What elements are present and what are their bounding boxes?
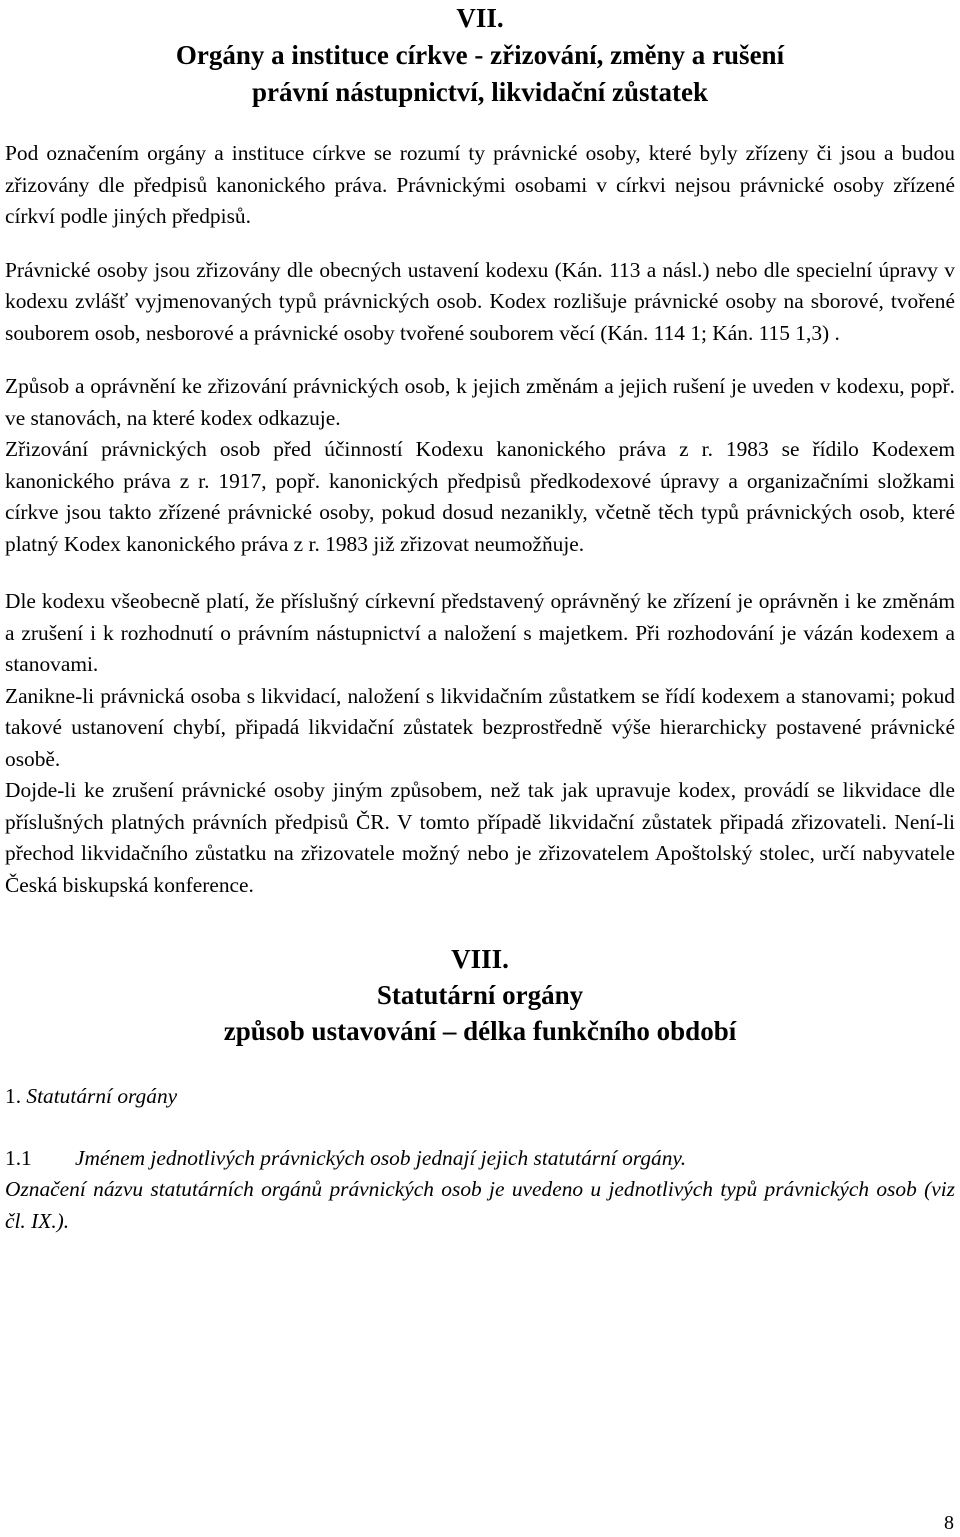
section-8-title-line-1: Statutární orgány (376, 980, 584, 1010)
paragraph-1: Pod označením orgány a instituce církve se rozumí ty právnické osoby, které byly zřízeny či jsou a budou zřizovány dle předpisů kanonického práva. Právnickými osobami v církvi nejsou právnické osoby zřízené církví podle jiných předpisů. (5, 141, 955, 228)
paragraph-7: Dojde-li ke zrušení právnické osoby jiným způsobem, než tak jak upravuje kodex, provádí se likvidace dle příslušných platných právních předpisů ČR. V tomto případě likvidační zůstatek připadá zřizovateli. Není-li přechod likvidačního zůstatku na zřizovatele možný nebo je zřizovatelem Apoštolský stolec, určí nabyvatele Česká biskupská konference. (5, 778, 955, 897)
section-8-heading (5, 941, 955, 1049)
paragraph-5: Dle kodexu všeobecně platí, že příslušný církevní představený oprávněný ke zřízení je oprávněn i ke změnám a zrušení i k rozhodnutí o právním nástupnictví a naložení s majetkem. Při rozhodování je vázán kodexem a stanovami. (5, 589, 955, 676)
paragraph-6: Zanikne-li právnická osoba s likvidací, naložení s likvidačním zůstatkem se řídí kodexem a stanovami; pokud takové ustanovení chybí, připadá likvidační zůstatek bezprostředně výše hierarchicky postavené právnické osobě. (5, 683, 955, 771)
section-8-title-line-2: způsob ustavování – délka funkčního období (223, 1016, 737, 1046)
section-7-title-line-1: Orgány a instituce církve - zřizování, změny a rušení (175, 40, 785, 70)
item-1-1 (5, 1143, 955, 1238)
section-7-roman: VII. (456, 3, 504, 33)
section-8-roman: VIII. (451, 944, 509, 974)
item-1-1-text-rest: Označení názvu statutárních orgánů právnických osob je uvedeno u jednotlivých typů právnických osob (viz čl. IX.). (5, 1177, 955, 1233)
document-page (5, 0, 955, 1237)
page-number: 8 (944, 1512, 954, 1534)
paragraph-2: Právnické osoby jsou zřizovány dle obecných ustavení kodexu (Kán. 113 a násl.) nebo dle specielní úpravy v kodexu zvlášť vyjmenovaných typů právnických osob. Kodex rozlišuje právnické osoby na sborové, tvořené souborem osob, nesborové a právnické osoby tvořené souborem věcí (Kán. 114 1; Kán. 115 1,3) . (5, 257, 955, 345)
section-7-heading (5, 0, 955, 111)
subsection-heading (5, 1081, 955, 1113)
subsection-title: Statutární orgány (26, 1084, 178, 1108)
section-7-title-line-2: právní nástupnictví, likvidační zůstatek (251, 77, 709, 107)
item-1-1-first-line (5, 1143, 955, 1175)
subsection-number: 1. (5, 1084, 22, 1108)
item-1-1-number: 1.1 (5, 1145, 32, 1170)
paragraph-4: Zřizování právnických osob před účinností Kodexu kanonického práva z r. 1983 se řídilo Kodexem kanonického práva z r. 1917, popř. kanonických předpisů předkodexové úpravy a organizačními složkami církve jsou takto zřízené právnické osoby, pokud dosud nezanikly, včetně těch typů právnických osob, které platný Kodex kanonického práva z r. 1983 již zřizovat neumožňuje. (5, 437, 955, 556)
item-1-1-text-line-1: Jménem jednotlivých právnických osob jednají jejich statutární orgány. (75, 1145, 687, 1170)
paragraph-3: Způsob a oprávnění ke zřizování právnických osob, k jejich změnám a jejich rušení je uveden v kodexu, popř. ve stanovách, na které kodex odkazuje. (5, 374, 955, 430)
